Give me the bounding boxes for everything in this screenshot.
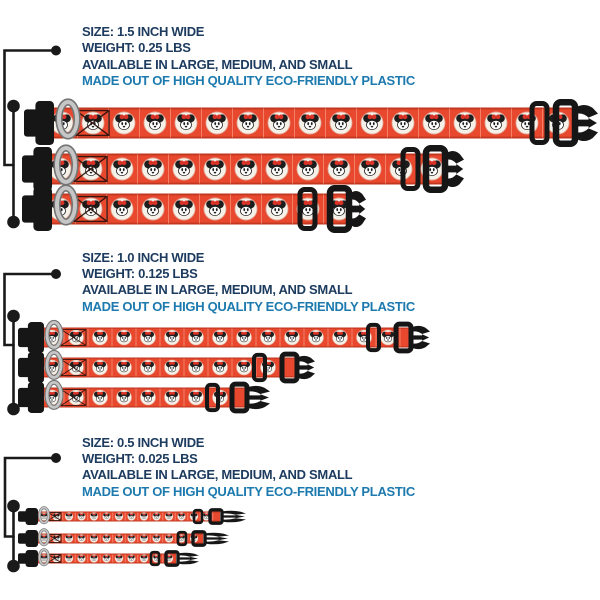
callout-bracket-0.5-inch-wide [5, 453, 61, 572]
availability-text: AVAILABLE IN LARGE, MEDIUM, AND SMALL [82, 282, 353, 298]
availability-text: AVAILABLE IN LARGE, MEDIUM, AND SMALL [82, 467, 353, 483]
availability-text: AVAILABLE IN LARGE, MEDIUM, AND SMALL [82, 56, 353, 72]
weight-text: WEIGHT: 0.025 LBS [82, 450, 198, 466]
callout-bracket-1.0-inch-wide [5, 269, 62, 415]
material-text: MADE OUT OF HIGH QUALITY ECO-FRIENDLY PLASTIC [82, 483, 415, 499]
bracket-end-dot-icon [7, 500, 20, 513]
bracket-end-dot-icon [7, 216, 20, 229]
callout-bracket-1.5-inch-wide [5, 46, 62, 229]
bracket-end-dot-icon [7, 100, 20, 113]
bracket-end-dot-icon [7, 403, 20, 416]
bracket-end-dot-icon [7, 560, 20, 573]
size-text: SIZE: 1.0 INCH WIDE [82, 249, 205, 265]
weight-text: WEIGHT: 0.125 LBS [82, 265, 198, 281]
callout-bullet-icon [51, 453, 61, 463]
size-text: SIZE: 0.5 INCH WIDE [82, 434, 205, 450]
callout-bullet-icon [51, 269, 61, 279]
material-text: MADE OUT OF HIGH QUALITY ECO-FRIENDLY PLASTIC [82, 298, 415, 314]
callout-bullet-icon [51, 46, 61, 56]
material-text: MADE OUT OF HIGH QUALITY ECO-FRIENDLY PLASTIC [82, 73, 415, 89]
bracket-end-dot-icon [7, 310, 20, 323]
size-text: SIZE: 1.5 INCH WIDE [82, 24, 205, 39]
weight-text: WEIGHT: 0.25 LBS [82, 40, 191, 56]
